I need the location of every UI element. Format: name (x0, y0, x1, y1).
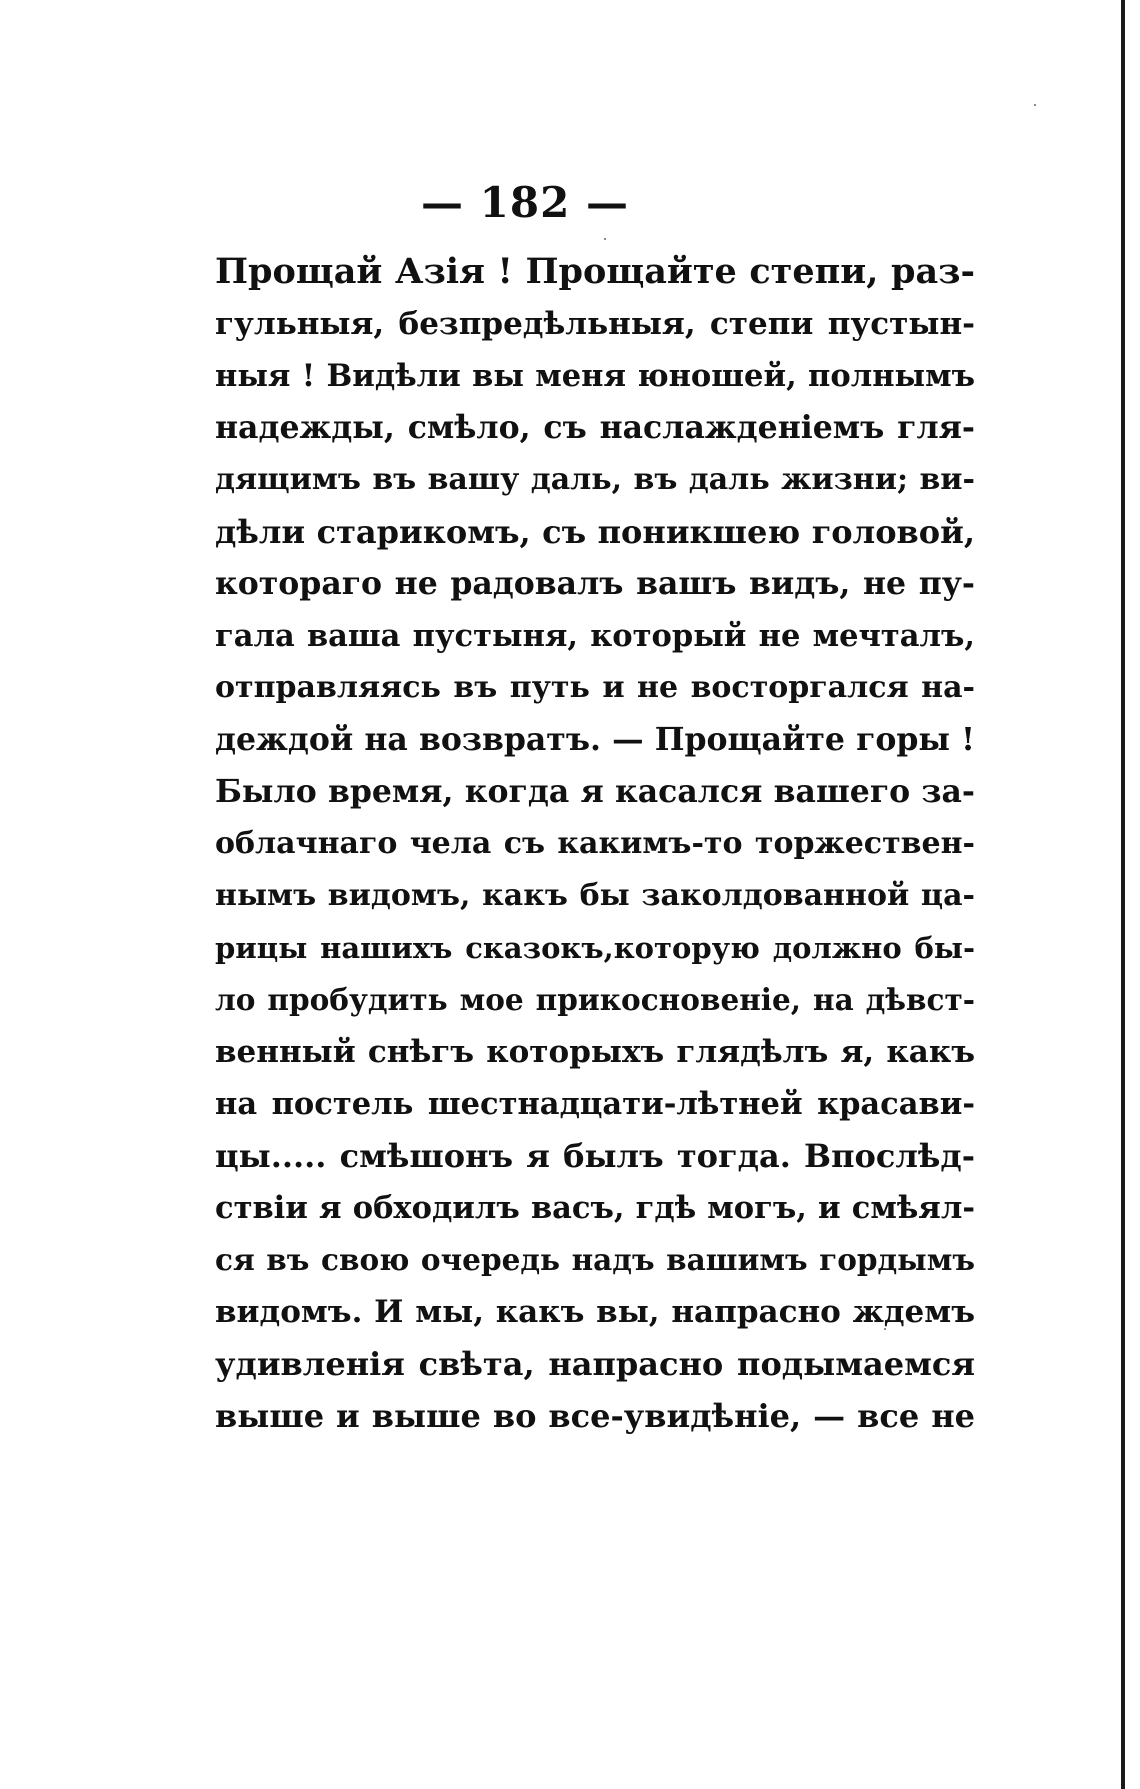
text-line: цы..... смѣшонъ я былъ тогда. Впослѣд- (215, 1137, 975, 1175)
text-line: ло пробудить мое прикосновеніе, на дѣвст- (215, 982, 975, 1017)
text-line: Прощай Азія ! Прощайте степи, раз- (215, 251, 975, 292)
text-line: дѣли старикомъ, съ поникшею головой, (215, 513, 975, 551)
text-line: ствіи я обходилъ васъ, гдѣ могъ, и смѣял- (215, 1190, 975, 1226)
text-line: надежды, смѣло, съ наслажденіемъ гля- (215, 409, 975, 446)
page-edge-line (1121, 0, 1125, 1789)
text-line: удивленія свѣта, напрасно подымаемся (215, 1345, 975, 1383)
text-line: выше и выше во все-увидѣніе, — все не (215, 1397, 975, 1435)
text-line: нымъ видомъ, какъ бы заколдованной ца- (215, 878, 975, 913)
text-line: дящимъ въ вашу даль, въ даль жизни; ви- (215, 462, 975, 497)
scan-speck (1034, 104, 1036, 106)
text-line: котораго не радовалъ вашъ видъ, не пу- (215, 565, 975, 602)
text-line: деждой на возвратъ. — Прощайте горы ! (215, 721, 975, 758)
text-line: гала ваша пустыня, который не мечталъ, (215, 618, 975, 654)
text-line: отправляясь въ путь и не восторгался на- (215, 670, 975, 705)
text-line: ся въ свою очередь надъ вашимъ гордымъ (215, 1242, 975, 1277)
text-line: видомъ. И мы, какъ вы, напрасно ждемъ (215, 1294, 975, 1330)
text-line: облачнаго чела съ какимъ-то торжествен- (215, 826, 975, 861)
body-text (215, 246, 975, 1442)
text-line: Было время, когда я касался вашего за- (215, 773, 975, 810)
text-line: венный снѣгъ которыхъ глядѣлъ я, какъ (215, 1034, 975, 1070)
text-line: ныя ! Видѣли вы меня юношей, полнымъ (215, 358, 975, 394)
page-number: — 182 — (421, 178, 629, 227)
text-line: гульныя, безпредѣльныя, степи пустын- (215, 306, 975, 342)
text-line: на постель шестнадцати-лѣтней красави- (215, 1086, 975, 1122)
scan-speck (604, 238, 606, 240)
text-line: рицы нашихъ сказокъ,которую должно бы- (215, 931, 975, 965)
